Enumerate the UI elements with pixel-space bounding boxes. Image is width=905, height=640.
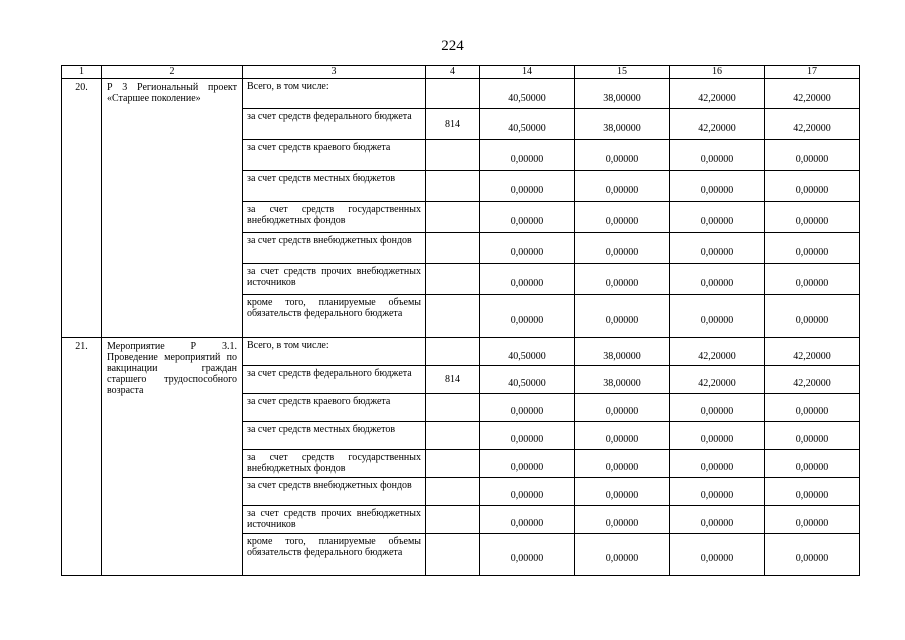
funding-source: Всего, в том числе: (243, 79, 426, 109)
value-cell: 0,00000 (765, 422, 860, 450)
value-cell: 42,20000 (765, 338, 860, 366)
value-cell: 0,00000 (480, 264, 575, 295)
value-cell: 42,20000 (765, 109, 860, 140)
budget-code: 814 (426, 366, 480, 394)
value-cell: 0,00000 (575, 202, 670, 233)
value-cell: 0,00000 (670, 534, 765, 576)
value-cell: 0,00000 (765, 202, 860, 233)
funding-source: за счет средств федерального бюджета (243, 366, 426, 394)
budget-code (426, 79, 480, 109)
value-cell: 0,00000 (575, 534, 670, 576)
funding-source: за счет средств прочих внебюджетных источников (243, 264, 426, 295)
header-row (62, 66, 860, 79)
value-cell: 0,00000 (670, 171, 765, 202)
table-row (62, 338, 860, 366)
header-cell: 1 (62, 66, 102, 79)
value-cell: 0,00000 (670, 506, 765, 534)
value-cell: 42,20000 (765, 79, 860, 109)
budget-code (426, 264, 480, 295)
value-cell: 40,50000 (480, 366, 575, 394)
funding-source: за счет средств краевого бюджета (243, 394, 426, 422)
value-cell: 0,00000 (670, 450, 765, 478)
value-cell: 0,00000 (670, 264, 765, 295)
funding-source: за счет средств государственных внебюджетных фондов (243, 202, 426, 233)
value-cell: 0,00000 (765, 478, 860, 506)
value-cell: 0,00000 (480, 478, 575, 506)
header-cell: 17 (765, 66, 860, 79)
value-cell: 0,00000 (575, 394, 670, 422)
table-row (62, 79, 860, 109)
value-cell: 0,00000 (575, 422, 670, 450)
value-cell: 38,00000 (575, 366, 670, 394)
header-cell: 16 (670, 66, 765, 79)
value-cell: 0,00000 (670, 394, 765, 422)
value-cell: 0,00000 (670, 295, 765, 338)
funding-source: за счет средств прочих внебюджетных источников (243, 506, 426, 534)
budget-code (426, 478, 480, 506)
value-cell: 0,00000 (765, 534, 860, 576)
funding-source: за счет средств местных бюджетов (243, 171, 426, 202)
value-cell: 38,00000 (575, 109, 670, 140)
funding-source: за счет средств внебюджетных фондов (243, 233, 426, 264)
budget-code (426, 233, 480, 264)
funding-source: кроме того, планируемые объемы обязательств федерального бюджета (243, 295, 426, 338)
budget-code (426, 295, 480, 338)
budget-code (426, 338, 480, 366)
budget-code (426, 534, 480, 576)
value-cell: 0,00000 (765, 171, 860, 202)
budget-code (426, 506, 480, 534)
value-cell: 42,20000 (670, 109, 765, 140)
value-cell: 0,00000 (765, 394, 860, 422)
value-cell: 0,00000 (575, 264, 670, 295)
page-number: 224 (441, 38, 464, 54)
value-cell: 0,00000 (480, 295, 575, 338)
budget-code (426, 394, 480, 422)
funding-source: за счет средств государственных внебюджетных фондов (243, 450, 426, 478)
funding-source: за счет средств федерального бюджета (243, 109, 426, 140)
value-cell: 0,00000 (670, 478, 765, 506)
value-cell: 0,00000 (765, 506, 860, 534)
value-cell: 0,00000 (480, 140, 575, 171)
value-cell: 0,00000 (765, 450, 860, 478)
value-cell: 0,00000 (575, 295, 670, 338)
value-cell: 0,00000 (765, 295, 860, 338)
value-cell: 0,00000 (480, 506, 575, 534)
value-cell: 0,00000 (670, 140, 765, 171)
row-number: 21. (62, 338, 102, 576)
value-cell: 38,00000 (575, 79, 670, 109)
value-cell: 0,00000 (765, 233, 860, 264)
funding-source: за счет средств внебюджетных фондов (243, 478, 426, 506)
value-cell: 42,20000 (670, 366, 765, 394)
row-number: 20. (62, 79, 102, 338)
value-cell: 0,00000 (575, 171, 670, 202)
budget-code (426, 171, 480, 202)
funding-source: Всего, в том числе: (243, 338, 426, 366)
funding-source: кроме того, планируемые объемы обязательств федерального бюджета (243, 534, 426, 576)
header-cell: 3 (243, 66, 426, 79)
value-cell: 0,00000 (480, 450, 575, 478)
value-cell: 0,00000 (575, 450, 670, 478)
item-name: Мероприятие Р 3.1. Проведение мероприятий по вакцинации граждан старшего трудоспособного возраста (102, 338, 243, 576)
value-cell: 42,20000 (670, 79, 765, 109)
value-cell: 0,00000 (670, 422, 765, 450)
budget-code (426, 140, 480, 171)
value-cell: 0,00000 (480, 394, 575, 422)
value-cell: 40,50000 (480, 109, 575, 140)
value-cell: 38,00000 (575, 338, 670, 366)
value-cell: 0,00000 (670, 233, 765, 264)
header-cell: 2 (102, 66, 243, 79)
value-cell: 0,00000 (575, 140, 670, 171)
header-cell: 15 (575, 66, 670, 79)
budget-code (426, 202, 480, 233)
funding-source: за счет средств местных бюджетов (243, 422, 426, 450)
value-cell: 0,00000 (670, 202, 765, 233)
value-cell: 0,00000 (480, 422, 575, 450)
value-cell: 0,00000 (480, 534, 575, 576)
budget-code (426, 422, 480, 450)
value-cell: 0,00000 (480, 202, 575, 233)
header-cell: 14 (480, 66, 575, 79)
value-cell: 0,00000 (765, 264, 860, 295)
budget-code: 814 (426, 109, 480, 140)
value-cell: 0,00000 (480, 171, 575, 202)
budget-table (61, 65, 860, 576)
value-cell: 42,20000 (670, 338, 765, 366)
value-cell: 0,00000 (575, 478, 670, 506)
value-cell: 0,00000 (480, 233, 575, 264)
value-cell: 0,00000 (575, 506, 670, 534)
budget-code (426, 450, 480, 478)
value-cell: 40,50000 (480, 79, 575, 109)
value-cell: 42,20000 (765, 366, 860, 394)
funding-source: за счет средств краевого бюджета (243, 140, 426, 171)
value-cell: 40,50000 (480, 338, 575, 366)
value-cell: 0,00000 (765, 140, 860, 171)
value-cell: 0,00000 (575, 233, 670, 264)
header-cell: 4 (426, 66, 480, 79)
item-name: Р 3 Региональный проект «Старшее поколение» (102, 79, 243, 338)
